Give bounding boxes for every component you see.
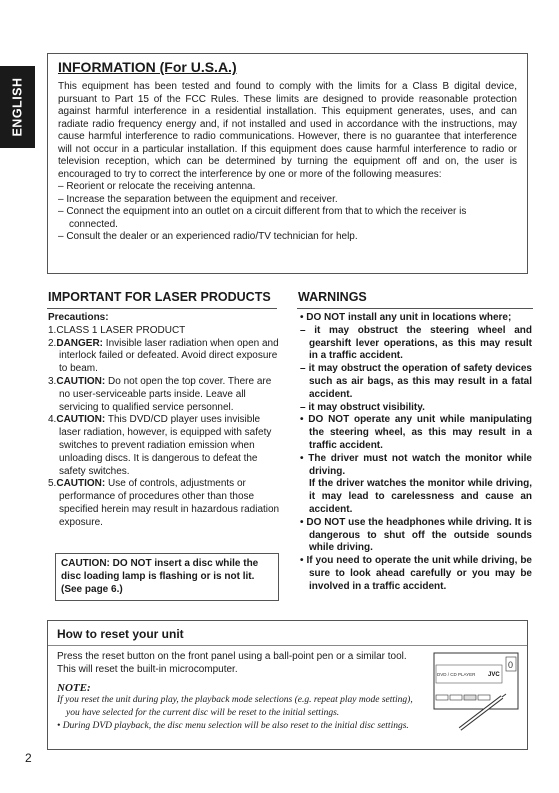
- reset-title-rule: [48, 645, 527, 646]
- laser-section-title: IMPORTANT FOR LASER PRODUCTS: [48, 290, 271, 304]
- warnings-section: [300, 312, 532, 594]
- language-tab-label: ENGLISH: [10, 77, 25, 137]
- measure-item: – Reorient or relocate the receiving antenna.: [58, 181, 256, 192]
- note-title: NOTE:: [57, 682, 91, 694]
- warning-item-continuation: If the driver watches the monitor while driving, it may lead to carelessness and cause an accident.: [309, 478, 532, 515]
- reset-instructions: Press the reset button on the front panel using a ball-point pen or a similar tool. This will reset the built-in microcomputer.: [57, 651, 407, 675]
- language-tab: [0, 66, 35, 148]
- fcc-information-box: [47, 53, 528, 274]
- note-item: • During DVD playback, the disc menu selection will be also reset to the initial disc settings.: [57, 721, 409, 731]
- warning-item: • DO NOT use the headphones while driving. It is dangerous to shut off the outside sounds while driving.: [300, 516, 532, 554]
- info-measures-list: [58, 181, 517, 244]
- warnings-list: [300, 312, 532, 594]
- reset-title: How to reset your unit: [57, 627, 184, 641]
- laser-item: 4.CAUTION: This DVD/CD player uses invisible laser radiation, however, is equipped with safety switches to prevent radiation emission when unloading discs. It is dangerous to defeat the safety switches.: [48, 414, 272, 477]
- warning-subitem: – it may obstruct visibility.: [300, 401, 425, 413]
- laser-item: 3.CAUTION: Do not open the top cover. There are no user-serviceable parts inside. Leave all servicing to qualified service personnel.: [48, 375, 272, 413]
- disc-caution-box: [55, 553, 279, 601]
- laser-item: 1.CLASS 1 LASER PRODUCT: [48, 324, 186, 336]
- info-paragraph: This equipment has been tested and found to comply with the limits for a Class B digital device, pursuant to Part 15 of the FCC Rules. These limits are designed to provide reasonable protection against harmful interference in a residential installation. This equipment generates, uses, and can radiate radio frequency energy and, if not installed and used in accordance with the instructions, may cause harmful interference to radio communications. However, there is no guarantee that interference will not occur in a particular installation. If this equipment does cause harmful interference to radio or television reception, which can be determined by turning the equipment off and on, the user is encouraged to try to correct the interference by one or more of the following measures:: [58, 81, 517, 180]
- warning-item: • DO NOT install any unit in locations where;: [300, 312, 512, 323]
- warning-item: • The driver must not watch the monitor while driving.: [300, 452, 532, 477]
- measure-item: – Connect the equipment into an outlet on a circuit different from that to which the receiver is connected.: [58, 206, 467, 230]
- info-title: INFORMATION (For U.S.A.): [58, 59, 237, 75]
- device-label: DVD / CD PLAYER: [437, 672, 476, 677]
- disc-caution-text: CAUTION: DO NOT insert a disc while the disc loading lamp is flashing or is not lit. (See page 6.): [61, 558, 259, 595]
- warning-item: • If you need to operate the unit while driving, be sure to look ahead carefully or you may be involved in a traffic accident.: [300, 555, 532, 592]
- laser-section: [48, 312, 280, 530]
- note-item: If you reset the unit during play, the playback mode selections (e.g. repeat play mode setting), you have selected for the current disc will be reset to the initial settings.: [57, 695, 413, 718]
- device-brand: JVC: [488, 672, 500, 678]
- svg-text:0: 0: [508, 660, 514, 670]
- warning-subitem: – it may obstruct the steering wheel and gearshift lever operations, as this may result in a traffic accident.: [300, 324, 532, 362]
- warning-item: • DO NOT operate any unit while manipulating the steering wheel, as this may result in a traffic accident.: [300, 414, 532, 451]
- laser-title-rule: [47, 308, 277, 309]
- laser-item: 5.CAUTION: Use of controls, adjustments or performance of procedures other than those specified herein may result in hazardous radiation exposure.: [48, 478, 280, 528]
- warnings-title-rule: [297, 308, 533, 309]
- front-panel-illustration: [432, 651, 520, 731]
- precautions-label: Precautions:: [48, 312, 109, 323]
- laser-list: [48, 325, 280, 530]
- note-list: [57, 694, 417, 733]
- laser-item: 2.DANGER: Invisible laser radiation when open and interlock failed or defeated. Avoid direct exposure to beam.: [48, 337, 279, 375]
- warnings-title: WARNINGS: [298, 290, 367, 304]
- warning-subitem: – it may obstruct the operation of safety devices such as air bags, as this may result in a fatal accident.: [300, 363, 532, 400]
- page-number: 2: [25, 751, 32, 765]
- measure-item: – Increase the separation between the equipment and receiver.: [58, 193, 338, 205]
- measure-item: – Consult the dealer or an experienced radio/TV technician for help.: [58, 231, 358, 242]
